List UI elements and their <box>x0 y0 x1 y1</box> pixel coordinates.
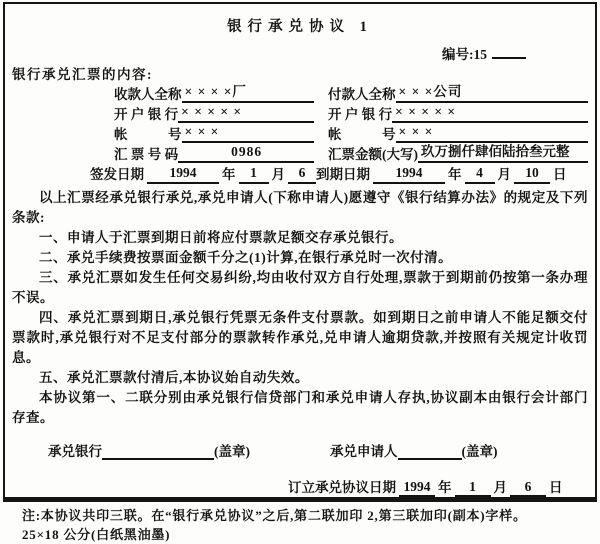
clause-5: 五、承兑汇票款付清后,本协议始自动失效。 <box>39 370 309 385</box>
payer-account-value: × × × <box>398 124 434 139</box>
form-row-dates <box>12 163 588 184</box>
agreement-date-year-unit: 年 <box>438 480 452 495</box>
form-row-bill-number-amount <box>12 143 588 163</box>
payee-account-value: × × × <box>184 124 220 139</box>
issue-date-month: 1 <box>239 165 269 184</box>
agreement-date-month: 1 <box>455 479 491 497</box>
bill-amount-value: 玖万捌仟肆佰陆拾叁元整 <box>421 144 570 159</box>
payer-name-value: × × ×公司 <box>398 84 463 99</box>
applicant-signature-group <box>330 440 498 460</box>
signature-row <box>12 440 588 460</box>
agreement-date-day: 6 <box>510 479 546 497</box>
payer-bank-field <box>328 103 588 123</box>
clause-2: 二、承兑手续费按票面金额千分之(1)计算,在银行承兑时一次付清。 <box>39 250 453 265</box>
agreement-date-prefix: 订立承兑协议日期 <box>288 480 396 495</box>
due-date-day: 10 <box>514 165 550 184</box>
intro-paragraph: 以上汇票经承兑银行承兑,承兑申请人(下称申请人)愿遵守《银行结算办法》的规定及下列条款: <box>12 190 588 225</box>
due-date-year: 1994 <box>373 165 445 184</box>
due-date-label: 到期日期 <box>316 167 370 182</box>
bank-signature-group <box>48 440 250 460</box>
payee-bank-label: 开 户 银 行 <box>114 107 179 122</box>
payer-name-underline <box>396 80 589 103</box>
issue-date-year-unit: 年 <box>222 167 236 182</box>
agreement-body <box>12 188 588 428</box>
payee-bank-underline <box>178 104 314 123</box>
due-date-month-unit: 月 <box>497 167 511 182</box>
printers-footnote <box>22 506 527 544</box>
bill-number-underline <box>178 144 314 163</box>
payer-name-label: 付款人全称 <box>328 87 396 102</box>
bank-signature-label: 承兑银行 <box>48 444 102 459</box>
payee-name-value: × × × ×厂 <box>184 84 247 99</box>
payee-account-underline <box>182 124 315 143</box>
agreement-date-day-unit: 日 <box>549 480 563 495</box>
form-row-banks <box>12 103 588 123</box>
applicant-signature-line <box>398 446 462 460</box>
due-date-year-unit: 年 <box>448 167 462 182</box>
clause-3: 三、承兑汇票如发生任何交易纠纷,均由收付双方自行处理,票款于到期前仍按第一条办理不误。 <box>12 270 588 305</box>
agreement-date-year: 1994 <box>399 479 435 497</box>
bank-signature-line <box>102 446 214 460</box>
bill-number-label: 汇 票 号 码 <box>114 147 179 162</box>
document-title: 银行承兑协议 1 <box>227 19 373 35</box>
agreement-date-row <box>12 478 588 497</box>
closing-paragraph: 本协议第一、二联分别由承兑银行信贷部门和承兑申请人存执,协议副本由银行会计部门存查。 <box>12 390 588 425</box>
applicant-signature-label: 承兑申请人 <box>330 444 398 459</box>
bill-number-field <box>114 143 314 163</box>
agreement-sheet <box>3 2 597 502</box>
bill-details-form <box>12 83 588 184</box>
applicant-seal-label: (盖章) <box>461 444 498 459</box>
payee-name-label: 收款人全称 <box>114 87 182 102</box>
payee-name-field <box>114 80 314 103</box>
payer-account-label: 帐 号 <box>328 127 396 142</box>
content-heading: 银行承兑汇票的内容: <box>12 67 153 82</box>
footnote-line-1: 注:本协议共印三联。在“银行承兑协议”之后,第二联加印 2,第三联加印(副本)字样。 <box>22 508 527 523</box>
footnote-line-2: 25×18 公分(白纸黑油墨) <box>22 527 171 542</box>
payer-bank-underline <box>392 104 588 123</box>
payee-account-label: 帐 号 <box>114 127 182 142</box>
clause-4: 四、承兑汇票到期日,承兑银行凭票无条件支付票款。如到期日之前申请人不能足额交付票款时,承兑银行对不足支付部分的票款转作承兑,兑申请人逾期贷款,并按照有关规定计收罚息。 <box>12 310 588 365</box>
bill-number-value: 0986 <box>231 144 263 159</box>
due-date-month: 4 <box>465 165 495 184</box>
payer-bank-label: 开 户 银 行 <box>328 107 393 122</box>
issue-date-month-unit: 月 <box>271 167 285 182</box>
serial-blank-line <box>492 46 526 59</box>
payee-bank-value: × × × × × <box>181 104 243 119</box>
bill-amount-underline <box>418 140 588 163</box>
payee-bank-field <box>114 103 314 123</box>
issue-date-label: 签发日期 <box>90 167 144 182</box>
agreement-date-month-unit: 月 <box>493 480 507 495</box>
bank-seal-label: (盖章) <box>214 444 250 459</box>
issue-date-year: 1994 <box>147 165 219 184</box>
form-row-names <box>12 83 588 103</box>
payee-account-field <box>114 123 314 143</box>
bill-amount-label: 汇票金额(大写) <box>328 147 418 162</box>
serial-number-row <box>12 43 588 60</box>
bill-amount-field <box>328 140 588 163</box>
due-date-day-unit: 日 <box>553 167 567 182</box>
payer-bank-value: × × × × × <box>395 104 457 119</box>
clause-1: 一、申请人于汇票到期日前将应付票款足额交存承兑银行。 <box>39 230 403 245</box>
payee-name-underline <box>182 80 315 103</box>
payer-name-field <box>328 80 588 103</box>
issue-date-day: 6 <box>288 165 316 184</box>
serial-label: 编号:15 <box>442 47 487 62</box>
